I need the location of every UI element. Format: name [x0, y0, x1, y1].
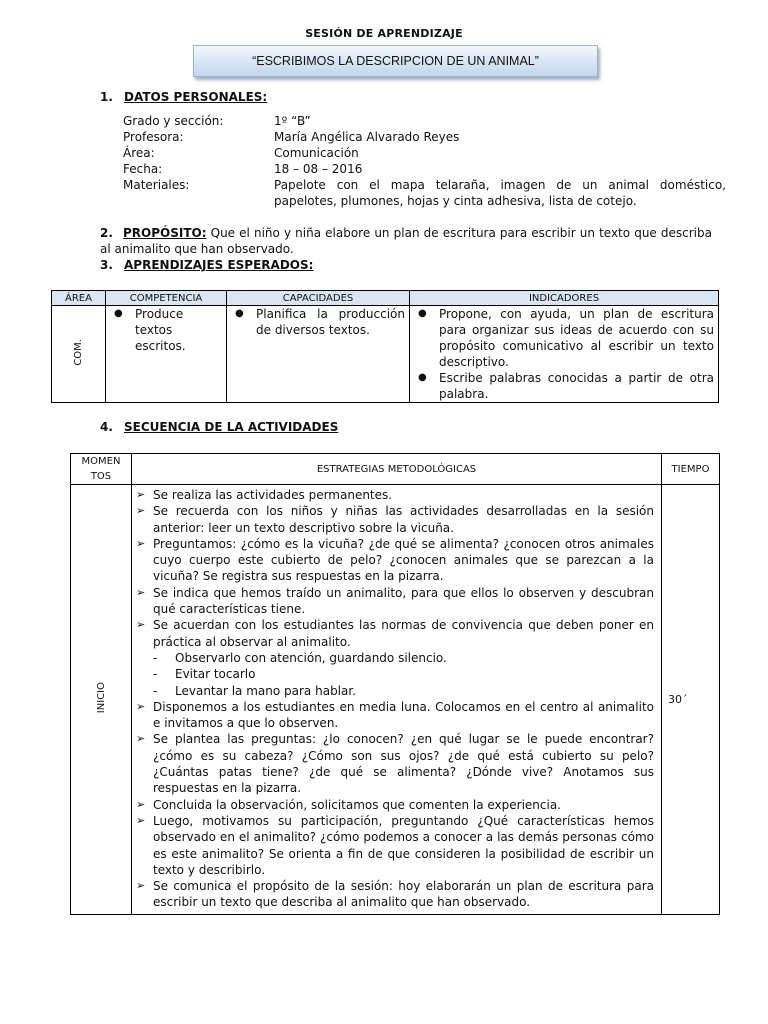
personal-row: Área: Comunicación — [123, 146, 359, 160]
list-item: ➢ Se recuerda con los niños y niñas las actividades desarrolladas en la sesión anterior: leer un texto descriptivo sobre la vicuña. — [136, 504, 654, 535]
personal-data — [123, 113, 726, 209]
list-item: ● Propone, con ayuda, un plan de escritura para organizar sus ideas de acuerdo con su propósito comunicativo al escribir un texto descriptivo. — [418, 307, 714, 369]
time-cell — [662, 485, 720, 915]
session-title-banner — [193, 45, 598, 77]
list-item: ➢ Preguntamos: ¿cómo es la vicuña? ¿de qué se alimenta? ¿conocen otros animales cuyo cuerpo este cubierto de pelo? ¿conocen animales que se parezcan a la vicuña? Se registra sus respuestas en la pizarra. — [136, 536, 654, 584]
list-item: ➢ Se realiza las actividades permanentes. — [136, 488, 393, 502]
sub-list-item: - Observarlo con atención, guardando silencio. — [153, 650, 447, 665]
arrow-bullet-icon: ➢ — [136, 879, 146, 893]
document-title: SESIÓN DE APRENDIZAJE — [305, 27, 463, 40]
list-item: ● Planifica la producción de diversos textos. — [235, 307, 405, 337]
moment-label: INICIO — [95, 682, 107, 714]
personal-row: Grado y sección: 1º “B” — [123, 114, 311, 128]
purpose-paragraph: 2. PROPÓSITO: Que el niño y niña elabore un plan de escritura para escribir un texto que describa al animalito que han observado. — [100, 226, 712, 256]
list-item: ➢ Disponemos a los estudiantes en media luna. Colocamos en el centro al animalito e invitamos a que lo observen. — [136, 699, 654, 731]
arrow-bullet-icon: ➢ — [136, 699, 146, 713]
section-1-label: DATOS PERSONALES: — [124, 90, 268, 104]
bullet-icon: ● — [114, 308, 123, 319]
arrow-bullet-icon: ➢ — [136, 504, 146, 518]
learning-table-header: ÁREA COMPETENCIA CAPACIDADES INDICADORES — [52, 291, 719, 306]
list-item: ➢ Se comunica el propósito de la sesión: hoy elaborarán un plan de escritura para escribir un texto que describa al animalito que han observado. — [136, 879, 654, 910]
bullet-icon: ● — [235, 308, 244, 319]
list-item: ● Produce textos escritos. — [114, 307, 186, 353]
personal-row: Fecha: 18 – 08 – 2016 — [123, 162, 363, 176]
purpose-label: PROPÓSITO: — [123, 226, 207, 240]
list-item: ➢ Luego, motivamos su participación, preguntando ¿Qué características hemos observado en el animalito? ¿cómo podemos a conocer a las demás personas cómo es este animalito? Se orienta a fin de que consideren la posibilidad de escribir un texto y describirlo. — [136, 813, 654, 877]
sub-list-item: - Evitar tocarlo — [153, 667, 256, 682]
arrow-bullet-icon: ➢ — [136, 797, 146, 811]
arrow-bullet-icon: ➢ — [136, 732, 146, 746]
list-item: ➢ Se plantea las preguntas: ¿lo conocen? ¿en qué lugar se le puede encontrar? ¿cómo es su cabeza? ¿Cómo son sus ojos? ¿de qué está cubierto su pelo? ¿Cuántas patas tiene? ¿de qué se alimenta? ¿Dónde vive? Anotamos sus respuestas en la pizarra. — [136, 732, 654, 796]
learning-table-row — [52, 306, 719, 403]
arrow-bullet-icon: ➢ — [136, 618, 146, 632]
arrow-bullet-icon: ➢ — [136, 536, 146, 550]
area-label: COM. — [72, 338, 84, 366]
bullet-icon: ● — [418, 372, 427, 383]
activity-table-header: MOMEN TOS ESTRATEGIAS METODOLÓGICAS TIEMPO — [71, 454, 720, 485]
list-item: ● Escribe palabras conocidas a partir de otra palabra. — [418, 371, 714, 401]
sub-list-item: - Levantar la mano para hablar. — [153, 683, 357, 698]
section-3-label: APRENDIZAJES ESPERADOS: — [124, 258, 314, 272]
section-1-heading: 1. DATOS PERSONALES: — [100, 90, 268, 104]
list-item: ➢ Concluida la observación, solicitamos que comenten la experiencia. — [136, 797, 561, 812]
arrow-bullet-icon: ➢ — [136, 813, 146, 827]
arrow-bullet-icon: ➢ — [136, 488, 146, 501]
personal-row: Materiales: Papelote con el mapa telaraña, imagen de un animal doméstico, papelotes, plumones, hojas y cinta adhesiva, lista de cotejo. — [123, 178, 726, 208]
purpose-text: Que el niño y niña elabore un plan de escritura para escribir un texto que describa al animalito que han observado. — [100, 226, 712, 256]
session-title: “ESCRIBIMOS LA DESCRIPCION DE UN ANIMAL” — [252, 54, 539, 68]
arrow-bullet-icon: ➢ — [136, 585, 146, 599]
time-value: 30´ — [668, 692, 688, 706]
activity-table-row — [71, 485, 720, 915]
section-4-heading: 4. SECUENCIA DE LA ACTIVIDADES — [100, 420, 339, 434]
section-4-label: SECUENCIA DE LA ACTIVIDADES — [124, 420, 339, 434]
personal-row: Profesora: María Angélica Alvarado Reyes — [123, 130, 460, 144]
list-item: ➢ Se acuerdan con los estudiantes las normas de convivencia que deben poner en práctica al observar al animalito. — [136, 618, 654, 649]
bullet-icon: ● — [418, 308, 427, 319]
activity-table — [70, 453, 720, 915]
section-3-heading: 3. APRENDIZAJES ESPERADOS: — [100, 258, 314, 272]
learning-table — [51, 290, 719, 403]
strategy-list — [132, 485, 661, 914]
list-item: ➢ Se indica que hemos traído un animalito, para que ellos lo observen y descubran qué características tiene. — [136, 585, 654, 617]
